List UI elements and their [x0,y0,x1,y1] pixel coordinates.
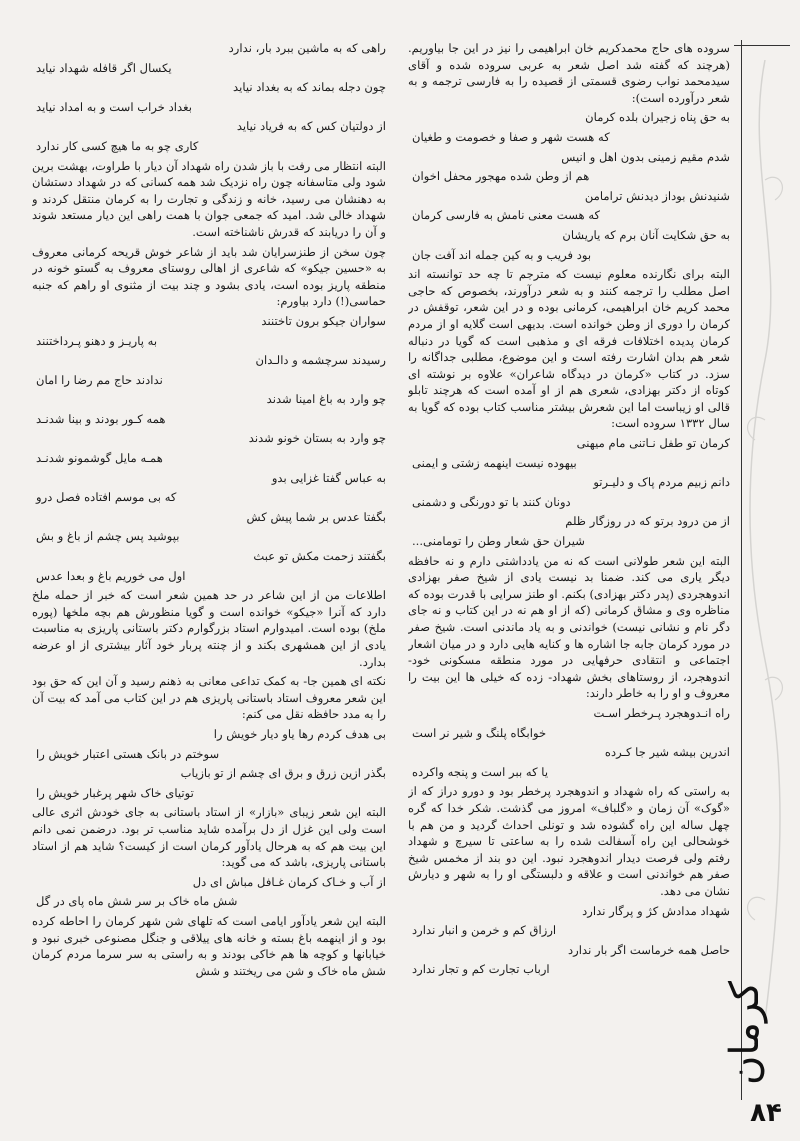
verse-line: ارزاق کم و خرمن و انبار ندارد [412,923,557,938]
right-paragraph-2: البته این شعر طولانی است که نه من یادداشتی دارم و نه حافظه دیگر یاری می کند. ضمنا بد نیست یادی از شیخ صفر بهزادی اندوهجردی (پدر دکتر بهزادی) بکنم. او طنز سرایی با قدرت بوده که مناظره وی و مشاق کرمانی (که از او هم نه در این کتاب و نه جای دگر نام و نشانی نیست) خواندنی و به یاد ماندنی است. شیخ صفر در مورد کرمان جابه جا اشاره ها و کنایه هایی دارد و در میان اشعار اجتماعی و انتقادی حرفهایی در مورد منطقه مسکونی خود- اندوهجرد، از روستاهای بخش شهداد- زده که خیلی ها این بیت را معروف و او را به خاطر دارند: [408,553,730,701]
left-paragraph-3: اطلاعات من از این شاعر در حد همین شعر است که خبر از حمله ملخ دارد که آنرا «جیکو» خوانده است و گویا منظورش هم بچه ملخها (پوره ملخ) بوده است. امیدوارم استاد بزرگوارم دکتر باستانی پاریزی به مناسبت یادی از این همشهری بکند و از چنته پربار خود آثار بیشتری از او عرضه بدارد. [32,588,386,669]
poem-jiku [32,313,386,584]
verse-line: چو وارد به باغ امینا شدند [266,392,386,407]
poem-shahdad [408,903,730,978]
verse-line: بگفتند زحمت مکش تو عبث [253,549,386,564]
left-paragraph-1: البته انتظار می رفت با باز شدن راه شهداد آن دیار با طراوت، بهشت برین شود ولی متاسفانه چون راه نزدیک شد همه کسانی که در شهداد دستشان به دهنشان می رسید، خانه و زندگی و تجارت را به کرمان منتقل کردند و شهداد خالی شد. امید که جمعی جوان با همت راهی این دیار مستعد شوند و آن را دریابند که قدرش ناشناخته است. [32,158,386,239]
verse-line: چون دجله بماند که به بغداد نیاید [233,80,386,95]
page-number: ۸۴ [750,1098,782,1128]
floral-ornament-decoration [735,60,795,1020]
poem-kerman-soil [32,874,386,910]
column-rule [741,40,742,1100]
verse-line: بگفتا عدس بر شما پیش کش [246,509,386,524]
verse-line: شنیدنش بوداز دیدنش ترامامن [584,188,730,203]
right-intro-paragraph: سروده های حاج محمدکریم خان ابراهیمی را نیز در این جا بیاوریم. (هرچند که گفته شد اصل شعر به عربی سروده شده و آقای سیدمحمد نواب رضوی قسمتی از قصیده را به فارسی ترجمه و به شعر درآورده است): [408,41,730,105]
poem-behzadi [408,435,730,550]
verse-line: به پاریـز و دهنو پـرداختنند [36,333,158,348]
verse-line: شیران حق شعار وطن را تومامنی... [412,534,585,549]
verse-line: ندادند حاج مم رضا را امان [36,372,163,387]
verse-line: بیهوده نیست اینهمه زشتی و ایمنی [412,455,577,470]
left-paragraph-5: البته این شعر زیبای «بازار» از استاد باستانی به جای خودش اثری عالی است ولی این غزل از دل برآمده شاید مناسب تر بود. درضمن نمی دانم این بیت هم که به هرحال یادآور کرمان است از کیست؟ شاید هم از استاد باستانی پاریزی، باشد که می گوید: [32,805,386,870]
verse-line: شدم مقیم زمینی بدون اهل و انیس [561,149,730,164]
verse-line: از دولتیان کس که به فریاد نیاید [236,119,386,134]
magazine-logo: کرمان [722,980,768,1085]
verse-line: ارباب تجارت کم و تجار ندارد [412,962,550,977]
verse-line: به حق پناه زجیران بلده کرمان [585,110,730,125]
verse-line: هم از وطن شده مهجور محفل اخوان [412,169,590,184]
verse-line: شش ماه خاک بر سر شش ماه پای در گل [36,894,238,909]
verse-line: حاصل همه خرماست اگر بار ندارد [568,942,730,957]
verse-line: به عباس گفتا غزایی بدو [271,470,386,485]
verse-line: رسیدند سرچشمه و دالـدان [255,353,386,368]
right-column [408,40,730,1100]
right-paragraph-3: به راستی که راه شهداد و اندوهجرد پرخطر بود و دورو دراز که از «گوک» آن زمان و «گلباف» امروز می گذشت. شکر خدا که گره چهل ساله این راه گشوده شد و تونلی احداث گردید و من هم با خوشحالی این راه آسفالت شده را به ساعتی تا سیرچ و شهداد رفتم ولی فرصت دیدار اندوهجرد نبود. این دو بند از مخمس شیخ صفر هم خواندنی است و علاقه و دلبستگی او را به شهر و دیارش نشان می دهد. [408,784,730,898]
verse-line: که هست معنی نامش به فارسی کرمان [412,208,601,223]
verse-line: بپوشید پس چشم از باغ و بش [36,529,180,544]
verse-line: سواران جیکو برون تاختنند [261,313,386,328]
poem-karim-khan [408,109,730,263]
verse-line: دونان کنند با تو دورنگی و دشمنی [412,494,571,509]
verse-line: راهی که به ماشین ببرد بار، ندارد [228,41,386,55]
poem-bastani [32,726,386,801]
verse-line: که هست شهر و صفا و خصومت و طغیان [412,129,610,144]
verse-line: اندرین بیشه شیر جا کـرده [604,745,730,760]
verse-line: یا که ببر است و پنجه واکرده [412,764,549,779]
verse-line: راه انـدوهجرد پـرخطر اسـت [593,705,730,720]
left-column [32,40,386,1120]
verse-line: کرمان تو طفل نـاتنی مام میهنی [576,436,730,451]
verse-line: خوابگاه پلنگ و شیر نر است [412,725,547,740]
poem-shahdad-continued [32,40,386,155]
verse-line: اول می خوریم باغ و بعدا عدس [36,568,186,583]
verse-line: بغداد خراب است و به امداد نیاید [36,99,192,114]
verse-line: بی هدف کردم رها یاو دیار خویش را [213,726,386,741]
verse-line: بگذر ازین زرق و برق ای چشم از تو بازیاب [180,766,386,781]
verse-line: از آب و خـاک کرمان غـافل مباش ای دل [192,874,386,889]
left-paragraph-2: چون سخن از طنزسرایان شد باید از شاعر خوش قریحه کرمانی معروف به «حسین جیکو» که شاعری از اهالی روستای معروف به گستو خونه در منطقه پاریز بوده است، یادی بشود و چند بیت از مثنوی او راهم که جنبه حماسی(!) دارد بیاورم: [32,244,386,309]
verse-line: توتیای خاک شهر پرغبار خویش را [36,785,194,800]
poem-andouhjerd [408,705,730,780]
right-paragraph-1: البته برای نگارنده معلوم نیست که مترجم تا چه حد توانسته اند اصل مطلب را ترجمه کنند و به شعر درآورند، بخصوص که حاجی محمد کریم خان ابراهیمی، کرمانی بوده و در این شعر، توقفش در کرمان را دوری از وطن خوانده است. بدیهی است گلایه او از مردم کرمان پدیده اختلافات فرقه ای و مذهبی است که گویا در دنباله شعر هم بدان اشارت رفته است و این موضوع، مطلبی جداگانه را سزد. در کتاب «کرمان در دیدگاه شاعران» علاوه بر نوشته ای کوتاه از دکتر بهزادی، شعری هم از او آمده است که هرچند تابلو قالی او زیباست اما این شعرش بیشتر مناسب کتاب بوده که گویا به سال ۱۳۳۲ سروده است: [408,267,730,431]
left-paragraph-6: البته این شعر یادآور ایامی است که تلهای شن شهر کرمان را احاطه کرده بود و از اینهمه باغ بسته و خانه های ییلاقی و جنگل مصنوعی خبری نبود و خیابانها و کوچه ها هم خاکی بودند و به راستی به سر سرما مردم کرمان شش ماه خاک و شن می ریختند و شش [32,913,386,978]
verse-line: به حق شکایت آنان برم که یاریشان [562,227,730,242]
verse-line: یکسال اگر قافله شهداد نیاید [36,60,172,75]
header-rule [734,45,790,46]
verse-line: سوختم در بانک هستی اعتبار خویش را [36,746,220,761]
verse-line: همـه مایل گوشمونو شدنـد [36,451,163,466]
verse-line: از من درود برتو که در روزگار ظلم [565,514,730,529]
verse-line: چو وارد به بستان خونو شدند [248,431,386,446]
verse-line: کاری چو به ما هیچ کسی کار ندارد [36,138,199,153]
verse-line: که بی موسم افتاده فصل درو [36,490,177,505]
verse-line: همه کـور بودند و بینا شدنـد [36,411,166,426]
verse-line: بود فریب و به کین جمله اند آفت جان [412,247,592,262]
verse-line: دانم زبیم مردم پاک و دلیـرتو [593,475,730,490]
verse-line: شهداد مدادش کژ و پرگار ندارد [582,903,730,918]
left-paragraph-4: نکته ای همین جا- به کمک تداعی معانی به ذهنم رسید و آن این که حق بود این شعر معروف استاد باستانی پاریزی هم در این کتاب می آمد که بیت آن را به مدد حافظه نقل می کنم: [32,674,386,722]
